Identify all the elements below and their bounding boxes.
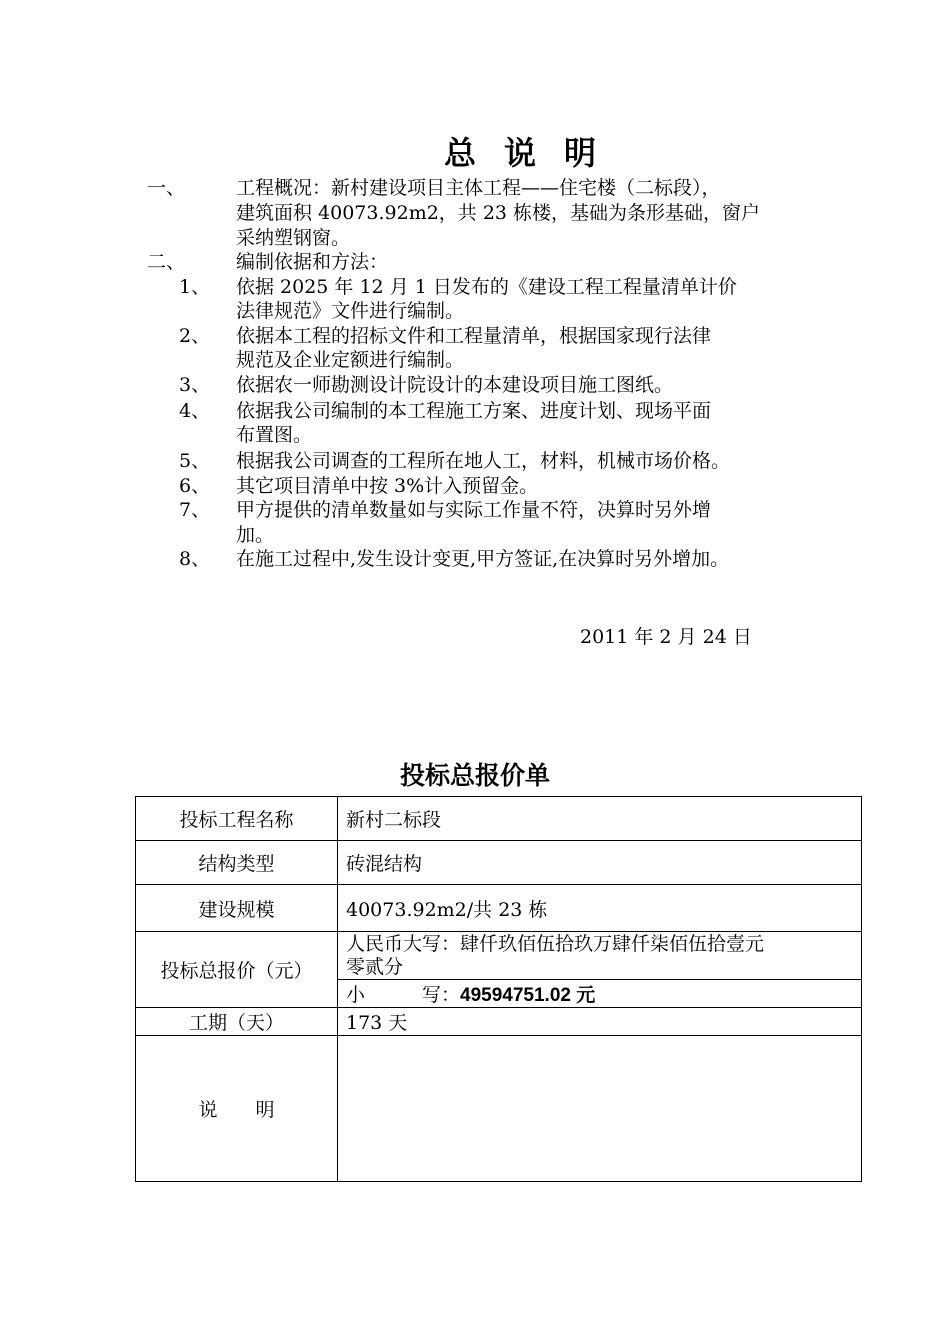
section-1-line: 采纳塑钢窗。	[236, 227, 351, 249]
duration-label: 工期（天）	[136, 1008, 338, 1036]
construction-scale-value: 40073.92m2/共 23 栋	[338, 885, 862, 932]
section-1-number: 一、	[147, 177, 186, 199]
item-number: 4、	[179, 400, 211, 422]
item-text: 其它项目清单中按 3%计入预留金。	[236, 475, 539, 497]
page-title	[0, 128, 950, 174]
section-2-heading: 编制依据和方法：	[236, 251, 389, 273]
project-name-label: 投标工程名称	[136, 797, 338, 841]
notes-value	[338, 1036, 862, 1182]
table-row	[136, 1036, 862, 1182]
construction-scale-label: 建设规模	[136, 885, 338, 932]
title-char: 明	[564, 134, 597, 172]
document-date: 2011 年 2 月 24 日	[580, 626, 752, 648]
item-text: 布置图。	[236, 424, 313, 446]
price-figures-value: 49594751.02 元	[460, 985, 596, 1006]
item-text: 根据我公司调查的工程所在地人工，材料，机械市场价格。	[236, 450, 731, 472]
structure-type-value: 砖混结构	[338, 841, 862, 885]
project-name-value: 新村二标段	[338, 797, 862, 841]
item-text: 法律规范》文件进行编制。	[236, 300, 465, 322]
table-row	[136, 841, 862, 885]
price-words-line: 人民币大写：肆仟玖佰伍拾玖万肆仟柒佰伍拾壹元	[346, 932, 765, 955]
item-number: 1、	[179, 276, 211, 298]
title-char: 总	[443, 134, 476, 172]
price-words-line: 零贰分	[346, 955, 404, 978]
table-row	[136, 1008, 862, 1036]
section-1-line: 建筑面积 40073.92m2，共 23 栋楼，基础为条形基础，窗户	[236, 202, 761, 224]
item-number: 2、	[179, 325, 211, 347]
section-2-number: 二、	[147, 251, 186, 273]
total-price-label: 投标总报价（元）	[136, 932, 338, 1008]
item-text: 依据本工程的招标文件和工程量清单，根据国家现行法律	[236, 325, 712, 347]
section-1-line: 工程概况：新村建设项目主体工程——住宅楼（二标段），	[236, 177, 721, 199]
title-char: 说	[503, 134, 536, 172]
item-text: 依据 2025 年 12 月 1 日发布的《建设工程工程量清单计价	[236, 276, 737, 298]
item-text: 甲方提供的清单数量如与实际工作量不符，决算时另外增	[236, 499, 712, 521]
item-text: 依据农一师勘测设计院设计的本建设项目施工图纸。	[236, 374, 674, 396]
item-text: 规范及企业定额进行编制。	[236, 349, 465, 371]
item-number: 6、	[179, 475, 211, 497]
table-row	[136, 885, 862, 932]
item-number: 7、	[179, 499, 211, 521]
duration-value: 173 天	[338, 1008, 862, 1036]
notes-label: 说 明	[136, 1036, 338, 1182]
table-row	[136, 932, 862, 980]
item-number: 8、	[179, 548, 211, 570]
bid-summary-table	[135, 796, 862, 1182]
table-row	[136, 797, 862, 841]
price-in-figures	[338, 980, 862, 1008]
item-number: 5、	[179, 450, 211, 472]
bid-title: 投标总报价单	[399, 761, 550, 790]
item-text: 在施工过程中,发生设计变更,甲方签证,在决算时另外增加。	[236, 548, 730, 570]
item-number: 3、	[179, 374, 211, 396]
structure-type-label: 结构类型	[136, 841, 338, 885]
item-text: 加。	[236, 524, 275, 546]
price-in-words	[338, 932, 862, 980]
price-figures-label: 小 写：	[346, 984, 461, 1006]
item-text: 依据我公司编制的本工程施工方案、进度计划、现场平面	[236, 400, 712, 422]
